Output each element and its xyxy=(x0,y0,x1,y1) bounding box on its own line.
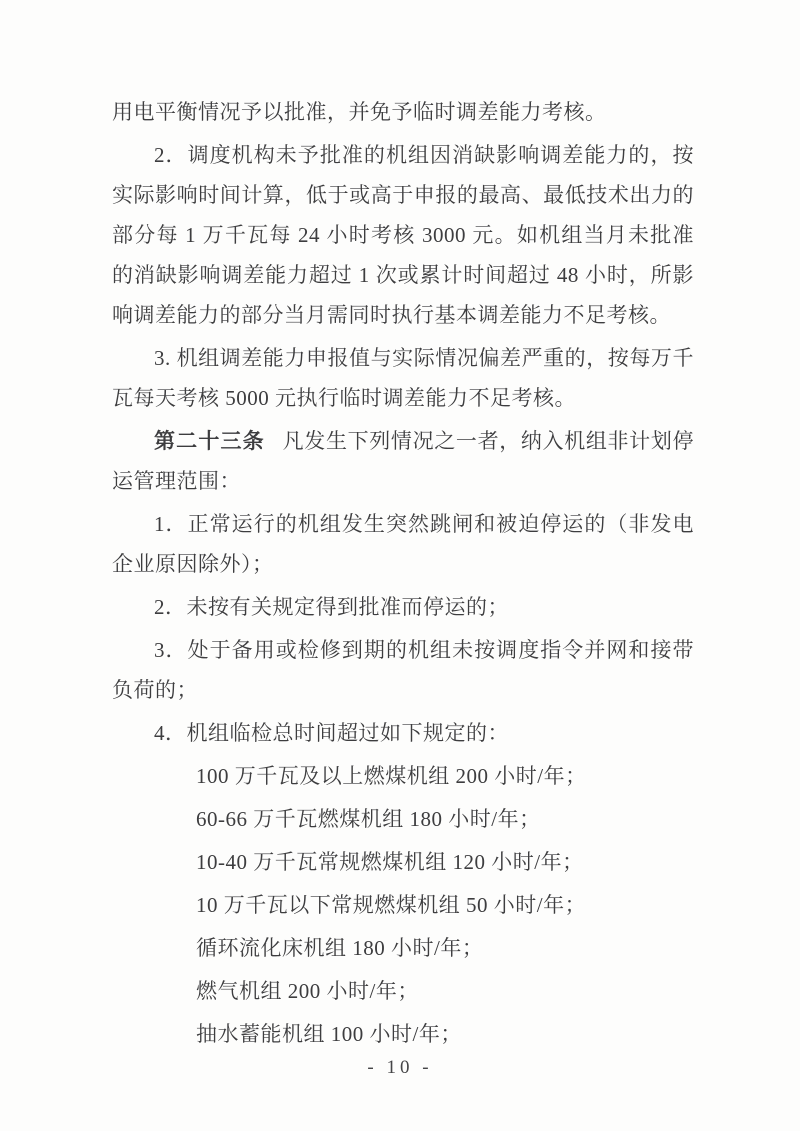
article-23-paragraph xyxy=(112,421,694,501)
sub-item-cfb: 循环流化床机组 180 小时/年； xyxy=(196,936,484,960)
sub-item-coal-under-10: 10 万千瓦以下常规燃煤机组 50 小时/年； xyxy=(196,893,587,917)
sub-item-coal-10-40: 10-40 万千瓦常规燃煤机组 120 小时/年； xyxy=(196,850,584,874)
page-number: - 10 - xyxy=(367,1057,433,1078)
article-23-text: 凡发生下列情况之一者，纳入机组非计划停运管理范围： xyxy=(112,429,695,493)
sub-item-gas: 燃气机组 200 小时/年； xyxy=(196,979,419,1003)
body-paragraph-item-2: 2．调度机构未予批准的机组因消缺影响调差能力的，按实际影响时间计算，低于或高于申报的最高、最低技术出力的部分每 1 万千瓦每 24 小时考核 3000 元。如机组当月未批准的消缺影响调差能力超过 1 次或累计时间超过 48 小时，所影响调差能力的部分当月需同时执行基本调差能力不足考核。 xyxy=(112,143,694,327)
sub-item-coal-60-66: 60-66 万千瓦燃煤机组 180 小时/年； xyxy=(196,807,541,831)
body-paragraph-item-3: 3. 机组调差能力申报值与实际情况偏差严重的，按每万千瓦每天考核 5000 元执行临时调差能力不足考核。 xyxy=(112,346,694,410)
sub-item-pumped-storage: 抽水蓄能机组 100 小时/年； xyxy=(196,1022,462,1046)
list-item-2: 2．未按有关规定得到批准而停运的； xyxy=(154,595,509,619)
body-paragraph-continuation: 用电平衡情况予以批准，并免予临时调差能力考核。 xyxy=(112,100,607,124)
list-item-1: 1．正常运行的机组发生突然跳闸和被迫停运的（非发电企业原因除外）； xyxy=(112,512,694,576)
list-item-4: 4．机组临检总时间超过如下规定的： xyxy=(154,721,509,745)
sub-item-coal-100: 100 万千瓦及以上燃煤机组 200 小时/年； xyxy=(196,764,587,788)
article-23-heading: 第二十三条 xyxy=(154,429,265,453)
list-item-3: 3．处于备用或检修到期的机组未按调度指令并网和接带负荷的； xyxy=(112,638,694,702)
